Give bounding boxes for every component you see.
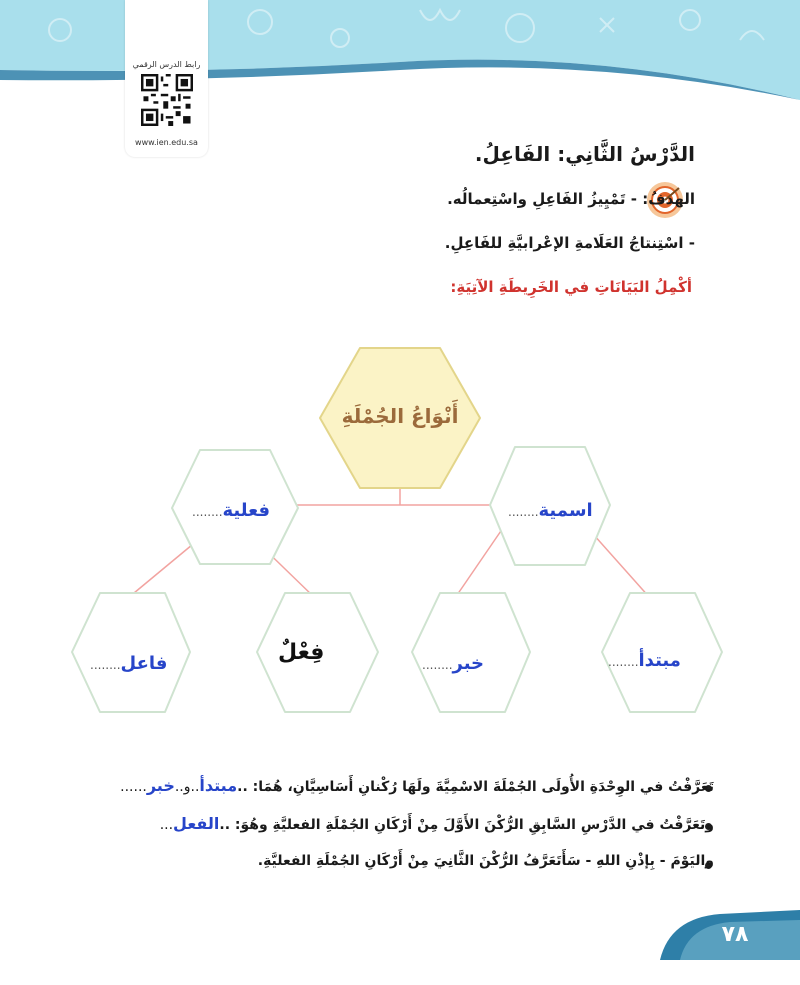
bullet-1-text: تَعَرَّفْتُ في الوِحْدَةِ الأُولَى الجُمْلَةَ الاسْمِيَّةَ ولَهَا رُكْنانِ أَسَاسِيَّانِ، هُمَا: .. — [237, 779, 714, 795]
dots: ........ — [192, 505, 223, 519]
bullet-2-answer: الفعل — [173, 814, 220, 833]
label-fil — [278, 640, 324, 665]
label-mubtada — [608, 650, 681, 671]
dots: ........ — [608, 655, 639, 669]
bullet-1-mid: ..و.. — [174, 779, 200, 795]
goal-row-1 — [447, 190, 695, 208]
given-fil: فِعْلٌ — [278, 640, 325, 665]
answer-nominal: اسمية — [538, 500, 593, 521]
answer-verbal: فعلية — [222, 500, 271, 521]
instruction: أكْمِلُ البَيَانَاتِ في الخَرِيطَةِ الآتِيَةِ: — [450, 278, 692, 296]
qr-caption-top: رابط الدرس الرقمي — [132, 60, 201, 69]
bullet-3-text: واليَوْمَ - بِإذْنِ اللهِ - سَأَتَعَرَّفُ الرُّكْنَ الثَّانِيَ مِنْ أَرْكَانِ الجُمْلَةِ الفعليَّةِ. — [257, 853, 714, 869]
goal-label: الهدفُ: — [642, 190, 695, 208]
bullet-1-answer-2: خبر — [146, 776, 175, 795]
label-verbal — [192, 500, 270, 521]
bullet-1-end: ...... — [120, 779, 147, 795]
map-center-label: أَنْوَاعُ الجُمْلَةِ — [341, 404, 459, 428]
dots: ........ — [422, 658, 453, 672]
answer-khabar: خبر — [452, 653, 485, 674]
bullet-2-text: وتَعَرَّفْتُ في الدَّرْسِ السَّابِقِ الرُّكْنَ الأَوَّلَ مِنْ أَرْكَانِ الجُمْلَةِ الفعليَّةِ وهُوَ: .. — [219, 817, 714, 833]
bullet-2 — [160, 814, 714, 833]
dots: ........ — [90, 658, 121, 672]
top-banner — [0, 0, 800, 100]
qr-caption-url: www.ien.edu.sa — [135, 138, 198, 147]
digital-lesson-card[interactable] — [125, 0, 208, 157]
lesson-title: الدَّرْسُ الثَّانِي: الفَاعِلُ. — [474, 142, 695, 166]
bullet-1-answer-1: مبتدأ — [199, 776, 238, 795]
bullet-1 — [120, 776, 714, 795]
goal-1: - تَمْيِيزُ الفَاعِلِ واسْتِعمالُه. — [447, 190, 637, 208]
answer-mubtada: مبتدأ — [638, 650, 681, 671]
label-khabar — [422, 653, 484, 674]
label-fail — [90, 653, 167, 674]
qr-code-icon[interactable] — [141, 74, 193, 126]
label-nominal — [508, 500, 593, 521]
bullet-3 — [258, 853, 714, 869]
dots: ........ — [508, 505, 539, 519]
goal-2: - اسْتِنتاجُ العَلَامةِ الإعْرابيَّةِ للفَاعِلِ. — [444, 234, 695, 252]
answer-fail: فاعل — [120, 653, 168, 674]
page-number: ٧٨ — [721, 922, 749, 947]
bullet-2-end: ... — [159, 817, 174, 833]
